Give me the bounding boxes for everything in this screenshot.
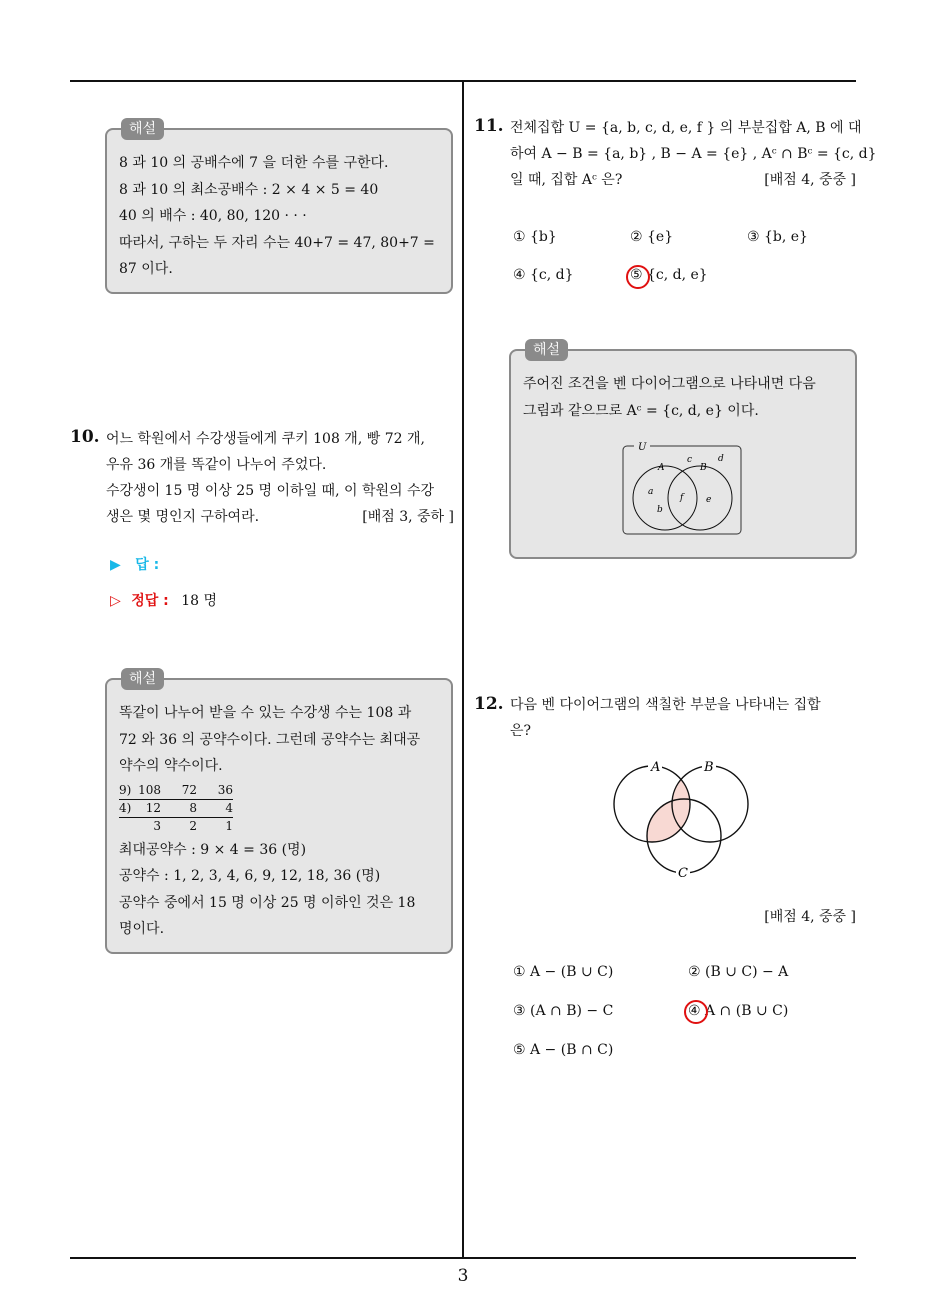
division-cell: 2	[189, 818, 197, 833]
q10-points: [배점 3, 중하 ]	[362, 509, 454, 525]
division-row	[119, 800, 439, 818]
q12-number: 12.	[474, 694, 504, 714]
play-triangle-icon: ▶	[110, 557, 121, 573]
venn-set-B-label: B	[700, 463, 707, 473]
solution-tag: 해설	[121, 118, 164, 140]
q12-choice-4[interactable]: ④ A ∩ (B ∪ C)	[688, 1003, 789, 1019]
q12-points-row	[510, 904, 856, 930]
q12-venn-diagram	[612, 756, 756, 884]
q11-points: [배점 4, 중중 ]	[764, 172, 856, 188]
venn-element-f: f	[680, 493, 684, 503]
venn-element-e: e	[706, 495, 712, 505]
venn-element-c: c	[687, 455, 693, 465]
q11-question-line: 전체집합 U = {a, b, c, d, e, f } 의 부분집합 A, B 에 대	[510, 120, 862, 136]
q10-solution-line: 공약수 중에서 15 명 이상 25 명 이하인 것은 18	[119, 894, 416, 911]
q11-choice-4[interactable]: ④ {c, d}	[513, 267, 574, 283]
q11-solution-line: 그림과 같으므로 Aᶜ = {c, d, e} 이다.	[523, 402, 759, 419]
q10-question-line: 어느 학원에서 수강생들에게 쿠키 108 개, 빵 72 개,	[106, 431, 425, 447]
q9-solution-line: 8 과 10 의 공배수에 7 을 더한 수를 구한다.	[119, 155, 389, 171]
venn-universe-label: U	[638, 442, 647, 453]
venn-set-A-label: A	[658, 463, 665, 473]
venn-set-C-label: C	[678, 866, 688, 881]
q11-choice-3[interactable]: ③ {b, e}	[747, 229, 808, 245]
q11-choice-2[interactable]: ② {e}	[630, 229, 674, 245]
q10-correct-row	[110, 590, 217, 610]
q11-question-line	[510, 167, 856, 193]
q10-question-line: 우유 36 개를 똑같이 나누어 주었다.	[106, 457, 327, 473]
q10-question	[106, 426, 454, 530]
venn-element-b: b	[657, 505, 663, 515]
answer-label: 답 :	[135, 557, 160, 573]
q12-question	[510, 692, 856, 744]
division-cell: 12	[145, 800, 161, 815]
division-cell: 36	[217, 782, 233, 797]
bottom-rule	[70, 1257, 856, 1259]
q11-question-line-text: 일 때, 집합 Aᶜ 은?	[510, 172, 623, 188]
q10-solution-line: 똑같이 나누어 받을 수 있는 수강생 수는 108 과	[119, 705, 412, 721]
page-number: 3	[457, 1266, 469, 1286]
q10-question-line	[106, 504, 454, 530]
division-row	[119, 818, 439, 835]
q12-marked-answer-circle	[684, 1000, 708, 1024]
q11-choice-1[interactable]: ① {b}	[513, 229, 557, 245]
outline-triangle-icon: ▷	[110, 593, 121, 609]
q11-question	[510, 115, 877, 193]
q12-question-line: 은?	[510, 723, 532, 739]
division-table	[119, 782, 439, 835]
correct-answer-value: 18 명	[181, 593, 218, 609]
shaded-region	[647, 766, 748, 873]
q12-choice-1[interactable]: ① A − (B ∪ C)	[513, 964, 614, 980]
q11-number: 11.	[474, 116, 504, 136]
q9-solution-line: 87 이다.	[119, 261, 173, 277]
q10-solution-line: 공약수 : 1, 2, 3, 4, 6, 9, 12, 18, 36 (명)	[119, 868, 381, 884]
q10-solution-line: 최대공약수 : 9 × 4 = 36 (명)	[119, 841, 307, 858]
q10-solution-line: 약수의 약수이다.	[119, 758, 223, 774]
q11-question-line: 하여 A − B = {a, b} , B − A = {e} , Aᶜ ∩ Bᶜ = {c, d}	[510, 146, 877, 162]
q11-solution-line: 주어진 조건을 벤 다이어그램으로 나타내면 다음	[523, 376, 816, 392]
division-cell: 108	[138, 782, 161, 797]
division-cell: 3	[153, 818, 161, 833]
q9-solution-line: 따라서, 구하는 두 자리 수는 40+7 = 47, 80+7 =	[119, 234, 435, 251]
venn-element-d: d	[718, 454, 724, 464]
q10-answer-row	[110, 554, 159, 574]
division-divisor: 4)	[119, 800, 132, 815]
column-divider	[462, 82, 464, 1257]
q9-solution-line: 8 과 10 의 최소공배수 : 2 × 4 × 5 = 40	[119, 181, 379, 198]
q12-points: [배점 4, 중중 ]	[764, 909, 856, 925]
division-cell: 4	[225, 800, 233, 815]
q11-marked-answer-circle	[626, 265, 650, 289]
q11-venn-diagram	[620, 440, 744, 536]
q12-question-line: 다음 벤 다이어그램의 색칠한 부분을 나타내는 집합	[510, 697, 821, 713]
venn-set-B-label: B	[704, 760, 714, 775]
q10-solution-line: 명이다.	[119, 921, 165, 937]
q12-choice-3[interactable]: ③ (A ∩ B) − C	[513, 1003, 614, 1019]
q9-solution-line: 40 의 배수 : 40, 80, 120 · · ·	[119, 208, 307, 224]
q12-choice-5[interactable]: ⑤ A − (B ∩ C)	[513, 1042, 614, 1058]
q11-choice-5[interactable]: ⑤ {c, d, e}	[630, 267, 708, 283]
solution-tag: 해설	[121, 668, 164, 690]
division-cell: 8	[189, 800, 197, 815]
q10-number: 10.	[70, 427, 100, 447]
venn-element-a: a	[648, 487, 654, 497]
q12-choice-2[interactable]: ② (B ∪ C) − A	[688, 964, 789, 980]
q9-solution-box	[105, 121, 453, 294]
q10-solution-box	[105, 671, 453, 954]
division-divisor: 9)	[119, 782, 132, 797]
q10-question-line-text: 생은 몇 명인지 구하여라.	[106, 509, 260, 525]
division-cell: 1	[225, 818, 233, 833]
correct-answer-label: 정답 :	[131, 593, 169, 609]
division-cell: 72	[181, 782, 197, 797]
division-row	[119, 782, 439, 800]
solution-tag: 해설	[525, 339, 568, 361]
q10-question-line: 수강생이 15 명 이상 25 명 이하일 때, 이 학원의 수강	[106, 483, 435, 499]
q10-solution-line: 72 와 36 의 공약수이다. 그런데 공약수는 최대공	[119, 731, 421, 748]
venn-set-A-label: A	[651, 760, 661, 775]
